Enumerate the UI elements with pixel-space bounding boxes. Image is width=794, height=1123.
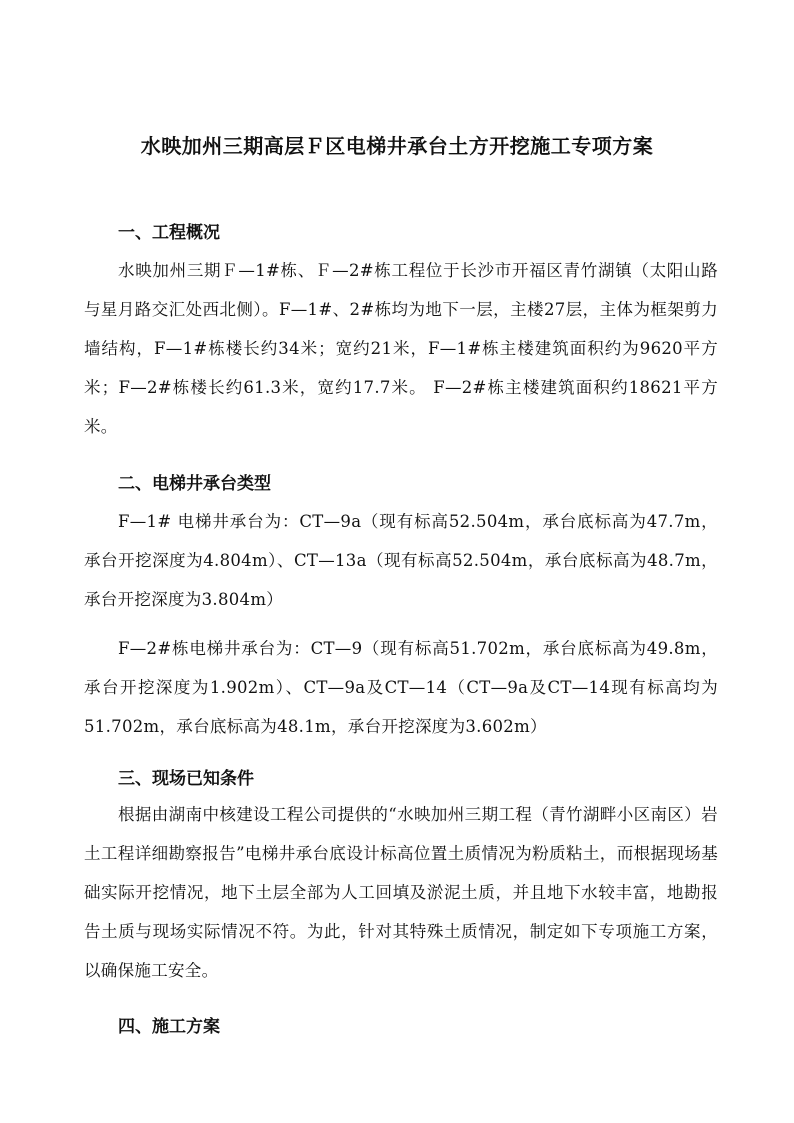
section-heading-overview: 一、工程概况 [118, 223, 220, 243]
paragraph-site-conditions: 根据由湖南中核建设工程公司提供的“水映加州三期工程（青竹湖畔小区南区）岩土工程详细勘察报告”电梯井承台底设计标高位置土质情况为粉质粘土，而根据现场基础实际开挖情况，地下土层全部为人工回填及淤泥土质，并且地下水较丰富，地勘报告土质与现场实际情况不符。为此，针对其特殊土质情况，制定如下专项施工方案，以确保施工安全。 [84, 805, 718, 980]
paragraph-pit-cap-f1: F—1# 电梯井承台为：CT—9a（现有标高52.504m，承台底标高为47.7m，承台开挖深度为4.804m）、CT—13a（现有标高52.504m，承台底标高为48.7m，承台开挖深度为3.804m） [84, 512, 718, 609]
section-heading-construction-plan: 四、施工方案 [118, 1017, 220, 1037]
paragraph-pit-cap-f2: F—2#栋电梯井承台为：CT—9（现有标高51.702m，承台底标高为49.8m，承台开挖深度为1.902m）、CT—9a及CT—14（CT—9a及CT—14现有标高均为51.702m，承台底标高为48.1m，承台开挖深度为3.602m） [84, 639, 718, 736]
document-title: 水映加州三期高层Ｆ区电梯井承台土方开挖施工专项方案 [140, 134, 654, 158]
section-heading-pit-cap-types: 二、电梯井承台类型 [118, 474, 271, 494]
paragraph-overview: 水映加州三期Ｆ—1#栋、Ｆ—2#栋工程位于长沙市开福区青竹湖镇（太阳山路与星月路交汇处西北侧）。F—1#、2#栋均为地下一层，主楼27层，主体为框架剪力墙结构，F—1#栋楼长约34米；宽约21米，F—1#栋主楼建筑面积约为9620平方米；F—2#栋楼长约61.3米，宽约17.7米。 F—2#栋主楼建筑面积约18621平方米。 [84, 261, 718, 436]
section-heading-site-conditions: 三、现场已知条件 [118, 769, 254, 789]
